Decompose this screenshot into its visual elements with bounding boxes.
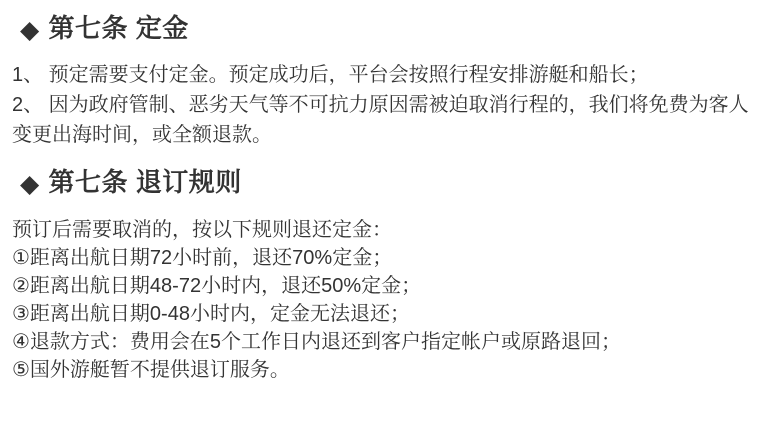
- deposit-rule-line: 2、 因为政府管制、恶劣天气等不可抗力原因需被迫取消行程的，我们将免费为客人: [12, 94, 749, 116]
- cancellation-rule-line: ②距离出航日期48-72小时内，退还50%定金；: [12, 275, 422, 297]
- diamond-bullet-icon: ◆: [20, 16, 40, 44]
- cancellation-rule-intro: 预订后需要取消的，按以下规则退还定金：: [12, 219, 392, 241]
- diamond-bullet-icon: ◆: [20, 170, 40, 198]
- section-deposit-heading: [0, 12, 770, 46]
- cancellation-rule-line: ⑤国外游艇暂不提供退订服务。: [12, 359, 290, 381]
- cancellation-rules-text: [0, 216, 770, 384]
- section-deposit-title: 第七条 定金: [48, 13, 189, 43]
- section-deposit: [0, 12, 770, 150]
- cancellation-rule-line: ③距离出航日期0-48小时内，定金无法退还；: [12, 303, 410, 325]
- section-cancellation-heading: [0, 166, 770, 200]
- cancellation-rule-line: ④退款方式：费用会在5个工作日内退还到客户指定帐户或原路退回；: [12, 331, 622, 353]
- section-cancellation-title: 第七条 退订规则: [48, 167, 242, 197]
- deposit-rules-text: [0, 60, 770, 150]
- section-cancellation: [0, 166, 770, 384]
- deposit-rule-line: 变更出海时间，或全额退款。: [12, 124, 272, 146]
- cancellation-rule-line: ①距离出航日期72小时前，退还70%定金；: [12, 247, 393, 269]
- deposit-rule-line: 1、 预定需要支付定金。预定成功后，平台会按照行程安排游艇和船长；: [12, 64, 649, 86]
